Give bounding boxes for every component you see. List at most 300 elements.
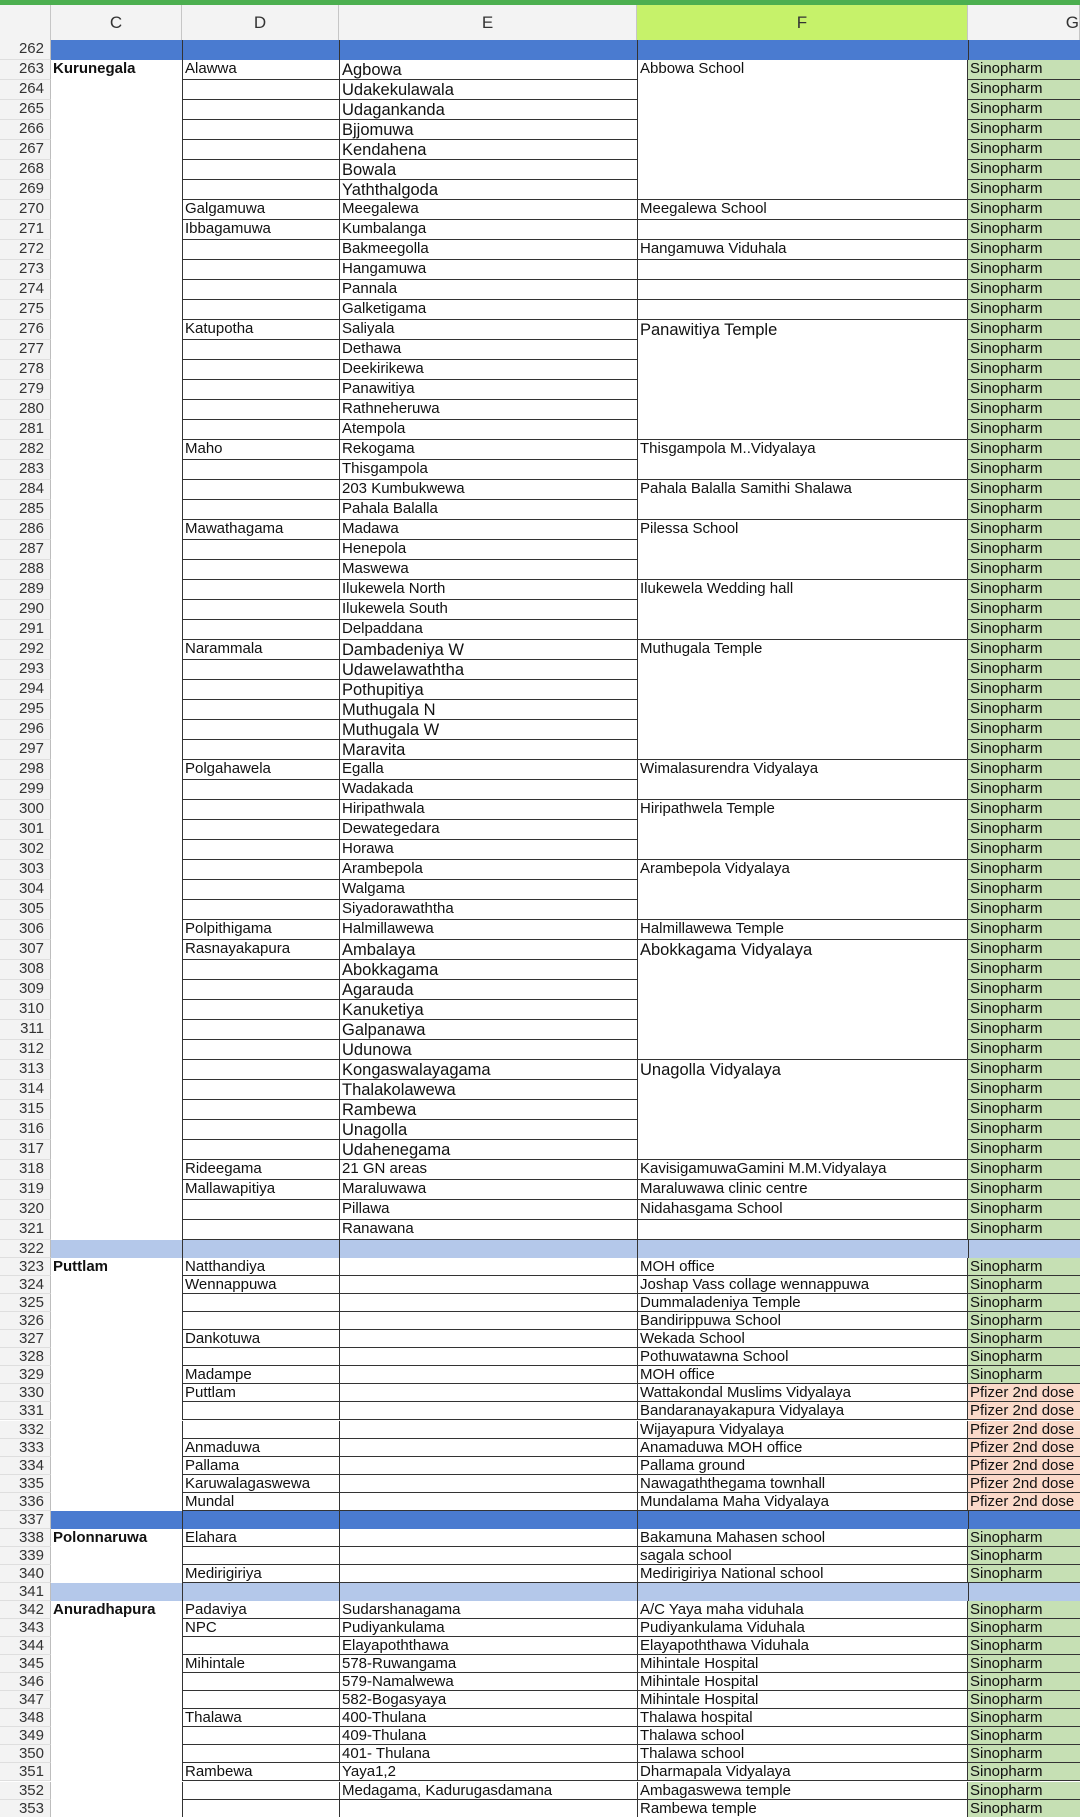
moh-area-cell[interactable]: Alawwa [182, 60, 339, 80]
row-number[interactable]: 274 [0, 280, 51, 300]
vaccine-type-cell[interactable]: Sinopharm [968, 260, 1080, 280]
vaccine-type-cell[interactable]: Sinopharm [968, 1619, 1080, 1637]
vaccination-centre-cell[interactable] [637, 960, 968, 980]
vaccine-type-cell[interactable]: Sinopharm [968, 500, 1080, 520]
moh-area-cell[interactable] [182, 840, 339, 860]
row-number[interactable]: 300 [0, 800, 51, 820]
moh-area-cell[interactable]: Puttlam [182, 1384, 339, 1402]
vaccination-centre-cell[interactable]: Pallama ground [637, 1457, 968, 1475]
vaccination-centre-cell[interactable]: Dharmapala Vidyalaya [637, 1763, 968, 1781]
vaccine-type-cell[interactable]: Sinopharm [968, 1120, 1080, 1140]
vaccine-type-cell[interactable]: Sinopharm [968, 200, 1080, 220]
district-cell[interactable] [51, 480, 182, 500]
vaccine-type-cell[interactable]: Sinopharm [968, 140, 1080, 160]
district-cell[interactable] [51, 560, 182, 580]
vaccine-type-cell[interactable]: Sinopharm [968, 1727, 1080, 1745]
district-cell[interactable] [51, 1565, 182, 1583]
moh-area-cell[interactable]: Narammala [182, 640, 339, 660]
district-cell[interactable] [51, 1366, 182, 1384]
row-number[interactable]: 302 [0, 840, 51, 860]
gn-area-cell[interactable]: Agbowa [339, 60, 637, 80]
district-cell[interactable] [51, 1421, 182, 1439]
gn-area-cell[interactable] [339, 1529, 637, 1547]
gn-area-cell[interactable]: Halmillawewa [339, 920, 637, 940]
gn-area-cell[interactable]: Henepola [339, 540, 637, 560]
moh-area-cell[interactable] [182, 660, 339, 680]
vaccine-type-cell[interactable]: Sinopharm [968, 400, 1080, 420]
vaccine-type-cell[interactable]: Sinopharm [968, 600, 1080, 620]
gn-area-cell[interactable]: Hiripathwala [339, 800, 637, 820]
vaccine-type-cell[interactable]: Pfizer 2nd dose [968, 1439, 1080, 1457]
vaccination-centre-cell[interactable] [637, 180, 968, 200]
vaccine-type-cell[interactable]: Sinopharm [968, 1100, 1080, 1120]
vaccination-centre-cell[interactable]: Thalawa hospital [637, 1709, 968, 1727]
row-number[interactable]: 338 [0, 1529, 51, 1547]
vaccination-centre-cell[interactable] [637, 460, 968, 480]
vaccine-type-cell[interactable]: Sinopharm [968, 280, 1080, 300]
vaccination-centre-cell[interactable]: Joshap Vass collage wennappuwa [637, 1276, 968, 1294]
district-cell[interactable] [51, 140, 182, 160]
vaccination-centre-cell[interactable]: Nawagaththegama townhall [637, 1475, 968, 1493]
district-cell[interactable] [51, 760, 182, 780]
row-number[interactable]: 291 [0, 620, 51, 640]
row-number[interactable]: 348 [0, 1709, 51, 1727]
vaccine-type-cell[interactable]: Sinopharm [968, 340, 1080, 360]
moh-area-cell[interactable] [182, 1348, 339, 1366]
row-number[interactable]: 317 [0, 1140, 51, 1160]
gn-area-cell[interactable]: Kumbalanga [339, 220, 637, 240]
gn-area-cell[interactable]: Bjjomuwa [339, 120, 637, 140]
vaccine-type-cell[interactable]: Sinopharm [968, 660, 1080, 680]
moh-area-cell[interactable] [182, 360, 339, 380]
moh-area-cell[interactable]: Elahara [182, 1529, 339, 1547]
vaccine-type-cell[interactable]: Sinopharm [968, 380, 1080, 400]
vaccination-centre-cell[interactable]: Unagolla Vidyalaya [637, 1060, 968, 1080]
moh-area-cell[interactable]: Madampe [182, 1366, 339, 1384]
gn-area-cell[interactable]: Bakmeegolla [339, 240, 637, 260]
gn-area-cell[interactable]: 21 GN areas [339, 1160, 637, 1180]
moh-area-cell[interactable] [182, 1100, 339, 1120]
vaccine-type-cell[interactable]: Sinopharm [968, 1763, 1080, 1781]
moh-area-cell[interactable] [182, 1547, 339, 1565]
row-number[interactable]: 333 [0, 1439, 51, 1457]
moh-area-cell[interactable] [182, 780, 339, 800]
district-cell[interactable] [51, 1637, 182, 1655]
district-cell[interactable] [51, 1800, 182, 1817]
vaccine-type-cell[interactable]: Sinopharm [968, 360, 1080, 380]
moh-area-cell[interactable] [182, 1000, 339, 1020]
column-header-c[interactable]: C [51, 5, 182, 40]
gn-area-cell[interactable]: 400-Thulana [339, 1709, 637, 1727]
moh-area-cell[interactable]: Galgamuwa [182, 200, 339, 220]
vaccination-centre-cell[interactable]: Wattakondal Muslims Vidyalaya [637, 1384, 968, 1402]
district-cell[interactable] [51, 740, 182, 760]
vaccine-type-cell[interactable]: Sinopharm [968, 320, 1080, 340]
row-number[interactable]: 288 [0, 560, 51, 580]
district-cell[interactable] [51, 660, 182, 680]
vaccination-centre-cell[interactable]: Bandaranayakapura Vidyalaya [637, 1402, 968, 1420]
row-number[interactable]: 276 [0, 320, 51, 340]
gn-area-cell[interactable]: Udakekulawala [339, 80, 637, 100]
vaccine-type-cell[interactable]: Sinopharm [968, 860, 1080, 880]
vaccine-type-cell[interactable]: Sinopharm [968, 1529, 1080, 1547]
moh-area-cell[interactable]: Thalawa [182, 1709, 339, 1727]
row-number[interactable]: 311 [0, 1020, 51, 1040]
column-header-f[interactable]: F [637, 5, 968, 40]
vaccination-centre-cell[interactable] [637, 280, 968, 300]
row-number[interactable]: 335 [0, 1475, 51, 1493]
vaccination-centre-cell[interactable]: Pothuwatawna School [637, 1348, 968, 1366]
district-cell[interactable] [51, 1330, 182, 1348]
moh-area-cell[interactable]: Rasnayakapura [182, 940, 339, 960]
gn-area-cell[interactable]: 401- Thulana [339, 1745, 637, 1763]
vaccine-type-cell[interactable]: Sinopharm [968, 1800, 1080, 1817]
gn-area-cell[interactable]: Pahala Balalla [339, 500, 637, 520]
district-cell[interactable] [51, 320, 182, 340]
vaccination-centre-cell[interactable] [637, 560, 968, 580]
vaccine-type-cell[interactable]: Sinopharm [968, 1080, 1080, 1100]
row-number[interactable]: 315 [0, 1100, 51, 1120]
gn-area-cell[interactable]: Kongaswalayagama [339, 1060, 637, 1080]
gn-area-cell[interactable]: Maraluwawa [339, 1180, 637, 1200]
vaccine-type-cell[interactable]: Sinopharm [968, 1220, 1080, 1240]
district-cell[interactable] [51, 440, 182, 460]
gn-area-cell[interactable] [339, 1294, 637, 1312]
row-number[interactable]: 349 [0, 1727, 51, 1745]
vaccination-centre-cell[interactable] [637, 1100, 968, 1120]
row-number[interactable]: 264 [0, 80, 51, 100]
vaccination-centre-cell[interactable]: Mihintale Hospital [637, 1673, 968, 1691]
gn-area-cell[interactable]: Galpanawa [339, 1020, 637, 1040]
vaccine-type-cell[interactable]: Pfizer 2nd dose [968, 1457, 1080, 1475]
district-cell[interactable] [51, 1782, 182, 1800]
district-cell[interactable] [51, 380, 182, 400]
select-all-corner[interactable] [0, 5, 51, 40]
gn-area-cell[interactable]: Udawelawaththa [339, 660, 637, 680]
district-cell[interactable] [51, 1294, 182, 1312]
vaccination-centre-cell[interactable]: Mihintale Hospital [637, 1655, 968, 1673]
moh-area-cell[interactable] [182, 540, 339, 560]
gn-area-cell[interactable]: 409-Thulana [339, 1727, 637, 1745]
district-cell[interactable] [51, 180, 182, 200]
vaccination-centre-cell[interactable] [637, 980, 968, 1000]
vaccination-centre-cell[interactable]: KavisigamuwaGamini M.M.Vidyalaya [637, 1160, 968, 1180]
row-number[interactable]: 314 [0, 1080, 51, 1100]
district-cell[interactable] [51, 520, 182, 540]
district-cell[interactable] [51, 680, 182, 700]
row-number[interactable]: 313 [0, 1060, 51, 1080]
row-number[interactable]: 295 [0, 700, 51, 720]
gn-area-cell[interactable]: Wadakada [339, 780, 637, 800]
gn-area-cell[interactable]: Rekogama [339, 440, 637, 460]
gn-area-cell[interactable]: Arambepola [339, 860, 637, 880]
spreadsheet-grid[interactable] [0, 40, 1080, 1817]
vaccine-type-cell[interactable]: Sinopharm [968, 60, 1080, 80]
vaccination-centre-cell[interactable] [637, 380, 968, 400]
vaccination-centre-cell[interactable] [637, 1120, 968, 1140]
gn-area-cell[interactable] [339, 1457, 637, 1475]
vaccination-centre-cell[interactable]: Abbowa School [637, 60, 968, 80]
gn-area-cell[interactable]: Sudarshanagama [339, 1601, 637, 1619]
district-cell[interactable] [51, 720, 182, 740]
gn-area-cell[interactable]: Pannala [339, 280, 637, 300]
row-number[interactable]: 282 [0, 440, 51, 460]
vaccine-type-cell[interactable]: Sinopharm [968, 640, 1080, 660]
moh-area-cell[interactable]: Wennappuwa [182, 1276, 339, 1294]
district-cell[interactable] [51, 820, 182, 840]
vaccination-centre-cell[interactable] [637, 600, 968, 620]
row-number[interactable]: 344 [0, 1637, 51, 1655]
vaccination-centre-cell[interactable] [637, 80, 968, 100]
row-number[interactable]: 353 [0, 1800, 51, 1817]
vaccine-type-cell[interactable]: Sinopharm [968, 1709, 1080, 1727]
vaccine-type-cell[interactable]: Pfizer 2nd dose [968, 1493, 1080, 1511]
moh-area-cell[interactable] [182, 1782, 339, 1800]
row-number[interactable]: 342 [0, 1601, 51, 1619]
gn-area-cell[interactable]: Elayapoththawa [339, 1637, 637, 1655]
vaccine-type-cell[interactable]: Sinopharm [968, 220, 1080, 240]
district-cell[interactable] [51, 260, 182, 280]
district-cell[interactable] [51, 240, 182, 260]
row-number[interactable]: 284 [0, 480, 51, 500]
moh-area-cell[interactable] [182, 1060, 339, 1080]
gn-area-cell[interactable]: Dambadeniya W [339, 640, 637, 660]
gn-area-cell[interactable]: Kendahena [339, 140, 637, 160]
vaccination-centre-cell[interactable] [637, 1040, 968, 1060]
vaccination-centre-cell[interactable] [637, 700, 968, 720]
vaccination-centre-cell[interactable] [637, 620, 968, 640]
moh-area-cell[interactable] [182, 600, 339, 620]
vaccine-type-cell[interactable]: Sinopharm [968, 1547, 1080, 1565]
vaccine-type-cell[interactable]: Sinopharm [968, 480, 1080, 500]
gn-area-cell[interactable]: Walgama [339, 880, 637, 900]
district-cell[interactable] [51, 1475, 182, 1493]
vaccination-centre-cell[interactable]: Medirigiriya National school [637, 1565, 968, 1583]
vaccine-type-cell[interactable]: Sinopharm [968, 1180, 1080, 1200]
vaccination-centre-cell[interactable]: Bakamuna Mahasen school [637, 1529, 968, 1547]
row-number[interactable]: 265 [0, 100, 51, 120]
vaccine-type-cell[interactable]: Sinopharm [968, 300, 1080, 320]
gn-area-cell[interactable]: Atempola [339, 420, 637, 440]
row-number[interactable]: 301 [0, 820, 51, 840]
district-cell[interactable] [51, 960, 182, 980]
vaccine-type-cell[interactable]: Sinopharm [968, 520, 1080, 540]
gn-area-cell[interactable]: 579-Namalwewa [339, 1673, 637, 1691]
moh-area-cell[interactable] [182, 800, 339, 820]
moh-area-cell[interactable]: Anmaduwa [182, 1439, 339, 1457]
vaccination-centre-cell[interactable]: Arambepola Vidyalaya [637, 860, 968, 880]
vaccine-type-cell[interactable]: Pfizer 2nd dose [968, 1421, 1080, 1439]
vaccination-centre-cell[interactable]: Halmillawewa Temple [637, 920, 968, 940]
district-cell[interactable] [51, 1619, 182, 1637]
district-cell[interactable] [51, 800, 182, 820]
vaccine-type-cell[interactable]: Sinopharm [968, 1160, 1080, 1180]
vaccination-centre-cell[interactable]: Wekada School [637, 1330, 968, 1348]
vaccine-type-cell[interactable]: Sinopharm [968, 760, 1080, 780]
vaccine-type-cell[interactable]: Sinopharm [968, 580, 1080, 600]
row-number[interactable]: 262 [0, 40, 51, 60]
row-number[interactable]: 280 [0, 400, 51, 420]
vaccination-centre-cell[interactable] [637, 1000, 968, 1020]
vaccine-type-cell[interactable]: Sinopharm [968, 1000, 1080, 1020]
moh-area-cell[interactable] [182, 1220, 339, 1240]
vaccination-centre-cell[interactable] [637, 340, 968, 360]
vaccine-type-cell[interactable]: Sinopharm [968, 440, 1080, 460]
vaccine-type-cell[interactable]: Sinopharm [968, 160, 1080, 180]
row-number[interactable]: 277 [0, 340, 51, 360]
district-cell[interactable]: Puttlam [53, 1258, 109, 1276]
moh-area-cell[interactable] [182, 1040, 339, 1060]
gn-area-cell[interactable] [339, 1384, 637, 1402]
moh-area-cell[interactable] [182, 280, 339, 300]
vaccine-type-cell[interactable]: Sinopharm [968, 920, 1080, 940]
district-cell[interactable] [51, 1547, 182, 1565]
moh-area-cell[interactable]: Rambewa [182, 1763, 339, 1781]
gn-area-cell[interactable] [339, 1565, 637, 1583]
moh-area-cell[interactable]: Mawathagama [182, 520, 339, 540]
vaccine-type-cell[interactable]: Pfizer 2nd dose [968, 1402, 1080, 1420]
gn-area-cell[interactable]: Unagolla [339, 1120, 637, 1140]
moh-area-cell[interactable] [182, 120, 339, 140]
district-cell[interactable] [51, 1384, 182, 1402]
vaccination-centre-cell[interactable]: MOH office [637, 1258, 968, 1276]
district-cell[interactable] [51, 1120, 182, 1140]
gn-area-cell[interactable] [339, 1366, 637, 1384]
vaccine-type-cell[interactable]: Sinopharm [968, 80, 1080, 100]
vaccine-type-cell[interactable]: Sinopharm [968, 180, 1080, 200]
gn-area-cell[interactable]: Agarauda [339, 980, 637, 1000]
row-number[interactable]: 351 [0, 1763, 51, 1781]
row-number[interactable]: 287 [0, 540, 51, 560]
vaccination-centre-cell[interactable]: Wimalasurendra Vidyalaya [637, 760, 968, 780]
gn-area-cell[interactable]: Thisgampola [339, 460, 637, 480]
gn-area-cell[interactable] [339, 1258, 637, 1276]
district-cell[interactable] [51, 1060, 182, 1080]
vaccination-centre-cell[interactable]: Pahala Balalla Samithi Shalawa [637, 480, 968, 500]
vaccine-type-cell[interactable]: Sinopharm [968, 1330, 1080, 1348]
district-cell[interactable] [51, 420, 182, 440]
vaccination-centre-cell[interactable]: MOH office [637, 1366, 968, 1384]
gn-area-cell[interactable] [339, 1475, 637, 1493]
vaccine-type-cell[interactable]: Sinopharm [968, 800, 1080, 820]
vaccine-type-cell[interactable]: Sinopharm [968, 1140, 1080, 1160]
vaccination-centre-cell[interactable]: A/C Yaya maha viduhala [637, 1601, 968, 1619]
gn-area-cell[interactable]: Deekirikewa [339, 360, 637, 380]
row-number[interactable]: 327 [0, 1330, 51, 1348]
gn-area-cell[interactable]: Udunowa [339, 1040, 637, 1060]
vaccine-type-cell[interactable]: Sinopharm [968, 900, 1080, 920]
row-number[interactable]: 325 [0, 1294, 51, 1312]
district-cell[interactable] [51, 1220, 182, 1240]
moh-area-cell[interactable] [182, 1312, 339, 1330]
vaccination-centre-cell[interactable]: sagala school [637, 1547, 968, 1565]
row-number[interactable]: 279 [0, 380, 51, 400]
vaccination-centre-cell[interactable] [637, 300, 968, 320]
vaccination-centre-cell[interactable] [637, 820, 968, 840]
vaccine-type-cell[interactable]: Sinopharm [968, 720, 1080, 740]
district-cell[interactable] [51, 1402, 182, 1420]
row-number[interactable]: 281 [0, 420, 51, 440]
vaccination-centre-cell[interactable]: Nidahasgama School [637, 1200, 968, 1220]
district-cell[interactable] [51, 1745, 182, 1763]
gn-area-cell[interactable]: 203 Kumbukwewa [339, 480, 637, 500]
vaccine-type-cell[interactable]: Sinopharm [968, 980, 1080, 1000]
row-number[interactable]: 350 [0, 1745, 51, 1763]
row-number[interactable]: 329 [0, 1366, 51, 1384]
row-number[interactable]: 310 [0, 1000, 51, 1020]
district-cell[interactable] [51, 980, 182, 1000]
moh-area-cell[interactable] [182, 180, 339, 200]
moh-area-cell[interactable] [182, 880, 339, 900]
row-number[interactable]: 299 [0, 780, 51, 800]
vaccine-type-cell[interactable]: Sinopharm [968, 740, 1080, 760]
moh-area-cell[interactable]: Ibbagamuwa [182, 220, 339, 240]
moh-area-cell[interactable] [182, 1080, 339, 1100]
vaccination-centre-cell[interactable] [637, 1020, 968, 1040]
vaccination-centre-cell[interactable]: Mihintale Hospital [637, 1691, 968, 1709]
gn-area-cell[interactable]: Muthugala N [339, 700, 637, 720]
moh-area-cell[interactable] [182, 480, 339, 500]
vaccine-type-cell[interactable]: Pfizer 2nd dose [968, 1384, 1080, 1402]
gn-area-cell[interactable]: Horawa [339, 840, 637, 860]
gn-area-cell[interactable]: Muthugala W [339, 720, 637, 740]
district-cell[interactable] [51, 1709, 182, 1727]
row-number[interactable]: 352 [0, 1782, 51, 1800]
gn-area-cell[interactable]: Kanuketiya [339, 1000, 637, 1020]
moh-area-cell[interactable] [182, 260, 339, 280]
district-cell[interactable] [51, 600, 182, 620]
moh-area-cell[interactable] [182, 1691, 339, 1709]
row-number[interactable]: 331 [0, 1402, 51, 1420]
row-number[interactable]: 307 [0, 940, 51, 960]
row-number[interactable]: 322 [0, 1240, 51, 1258]
district-cell[interactable] [51, 880, 182, 900]
vaccine-type-cell[interactable]: Sinopharm [968, 1200, 1080, 1220]
row-number[interactable]: 330 [0, 1384, 51, 1402]
moh-area-cell[interactable] [182, 1294, 339, 1312]
gn-area-cell[interactable]: Delpaddana [339, 620, 637, 640]
district-cell[interactable]: Kurunegala [53, 60, 136, 77]
moh-area-cell[interactable]: Dankotuwa [182, 1330, 339, 1348]
gn-area-cell[interactable]: 578-Ruwangama [339, 1655, 637, 1673]
moh-area-cell[interactable] [182, 420, 339, 440]
vaccination-centre-cell[interactable] [637, 420, 968, 440]
moh-area-cell[interactable] [182, 680, 339, 700]
district-cell[interactable] [51, 1100, 182, 1120]
row-number[interactable]: 271 [0, 220, 51, 240]
district-cell[interactable] [51, 580, 182, 600]
district-cell[interactable] [51, 840, 182, 860]
row-number[interactable]: 326 [0, 1312, 51, 1330]
moh-area-cell[interactable]: Katupotha [182, 320, 339, 340]
gn-area-cell[interactable]: Thalakolawewa [339, 1080, 637, 1100]
district-cell[interactable] [51, 860, 182, 880]
district-cell[interactable] [51, 80, 182, 100]
gn-area-cell[interactable] [339, 1493, 637, 1511]
vaccination-centre-cell[interactable] [637, 880, 968, 900]
vaccine-type-cell[interactable]: Sinopharm [968, 1040, 1080, 1060]
district-cell[interactable] [51, 640, 182, 660]
vaccine-type-cell[interactable]: Sinopharm [968, 1565, 1080, 1583]
gn-area-cell[interactable] [339, 1439, 637, 1457]
vaccination-centre-cell[interactable]: Thisgampola M..Vidyalaya [637, 440, 968, 460]
vaccine-type-cell[interactable]: Sinopharm [968, 1655, 1080, 1673]
row-number[interactable]: 275 [0, 300, 51, 320]
vaccination-centre-cell[interactable] [637, 840, 968, 860]
gn-area-cell[interactable]: Hangamuwa [339, 260, 637, 280]
row-number[interactable]: 334 [0, 1457, 51, 1475]
moh-area-cell[interactable] [182, 1020, 339, 1040]
